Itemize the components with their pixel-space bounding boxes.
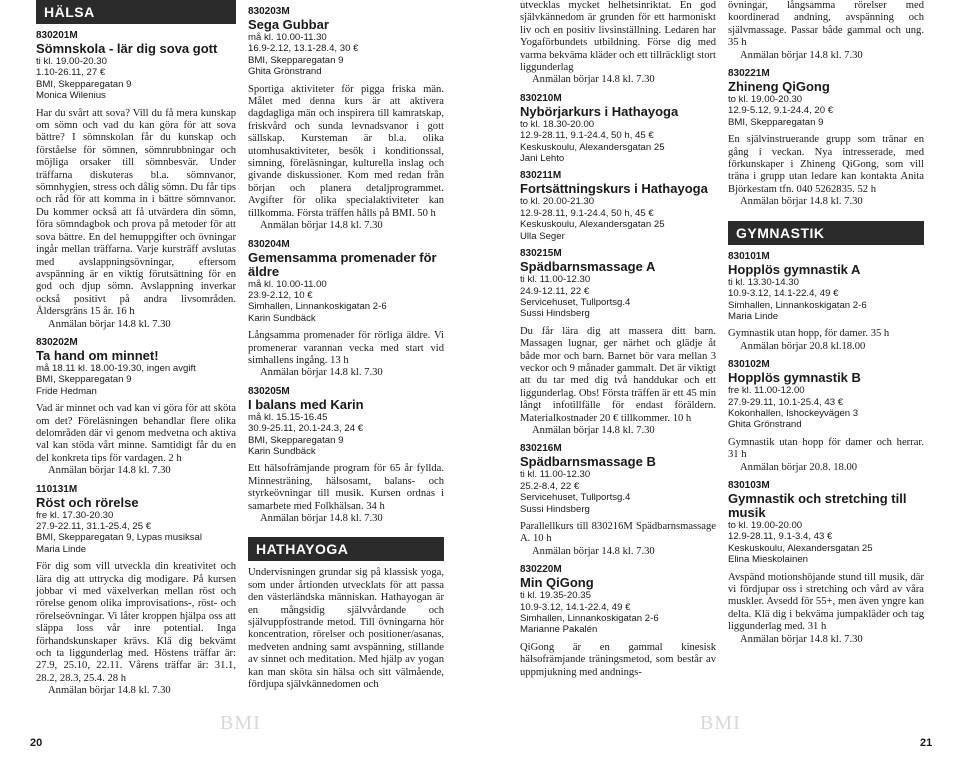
course-block — [520, 248, 716, 437]
course-description: Vad är minnet och vad kan vi göra för att sköta om det? Föreläsningen behandlar flere olika delområden där vi genom medvetna och aktiva val kan stöda vårt minne. Samtidigt får du en del konkreta tips för vardagen. 2 h — [36, 403, 236, 464]
course-meta-line: 25.2-8.4, 22 € — [520, 480, 580, 492]
course-meta-line: Servicehuset, Tullportsg.4 — [520, 492, 631, 504]
course-meta-line: 23.9-2.12, 10 € — [248, 289, 313, 301]
course-title: Spädbarnsmassage A — [520, 259, 656, 275]
section-header-hathayoga: HATHAYOGA — [248, 537, 444, 561]
course-code: 110131M — [36, 483, 78, 495]
course-meta-line: Elina Mieskolainen — [728, 554, 808, 566]
course-meta-line: Keskuskoulu, Alexandersgatan 25 — [520, 219, 665, 231]
course-block — [728, 251, 924, 353]
course-meta-line: Simhallen, Linnankoskigatan 2-6 — [520, 613, 659, 625]
registration-note: Anmälan börjar 14.8 kl. 7.30 — [532, 74, 655, 86]
course-meta-line: 12.9-28.11, 9.1-3.4, 43 € — [728, 531, 833, 543]
course-meta-line: 16.9-2.12, 13.1-28.4, 30 € — [248, 43, 359, 55]
course-meta-line: Maria Linde — [728, 310, 779, 322]
course-title: Röst och rörelse — [36, 494, 139, 510]
course-block — [248, 386, 444, 526]
course-meta-line: fre kl. 17.30-20.30 — [36, 509, 114, 521]
column-2 — [248, 0, 444, 691]
course-code: 830202M — [36, 336, 78, 348]
course-meta-line: BMI, Skepparegatan 9, Lypas musiksal — [36, 532, 203, 544]
course-block — [728, 359, 924, 474]
registration-note: Anmälan börjar 20.8 kl.18.00 — [740, 340, 866, 352]
course-meta-line: BMI, Skepparegatan 9 — [248, 54, 344, 66]
registration-note: Anmälan börjar 14.8 kl. 7.30 — [48, 685, 171, 697]
column-4 — [728, 0, 924, 646]
course-meta-line: Sussi Hindsberg — [520, 503, 590, 515]
course-description: En självinstruerande grupp som tränar en gång i veckan. Nya intresserade, med förkunskaper i Zhineng QiGong, som vill träna i grupp utan ledare kan kontakta Anita Björkestam tfn. 040 5262835. 52 h — [728, 134, 924, 195]
course-title: Sega Gubbar — [248, 17, 329, 32]
course-description: Du får lära dig att massera ditt barn. Massagen lugnar, ger närhet och glädje åt både mor och barn. Barnet bör vara mellan 3 veckor och 9 månader gammalt. Det är viktigt att du tar med dig två handdukar och ett liggunderlag. Obs! Första träffen är ett 45 min långt infotillfälle för endast föräldern. Materialkostnader 20 € tillkommer. 10 h — [520, 325, 716, 424]
course-title: Hopplös gymnastik B — [728, 370, 861, 386]
qigong-cont: övningar, långsamma rörelser med koordinerad andning, avspänning och självmassage. Passar både gammal och ung. 35 h — [728, 0, 924, 49]
page-number-right: 21 — [920, 737, 933, 749]
course-meta-line: ti kl. 13.30-14.30 — [728, 276, 799, 288]
registration-note: Anmälan börjar 14.8 kl. 7.30 — [532, 424, 655, 436]
course-meta-line: Simhallen, Linnankoskigatan 2-6 — [248, 301, 387, 313]
course-meta-line: må 18.11 kl. 18.00-19.30, ingen avgift — [36, 362, 196, 374]
course-meta-line: 27.9-22.11, 31.1-25.4, 25 € — [36, 521, 152, 532]
course-meta-line: BMI, Skepparegatan 9 — [36, 374, 132, 386]
registration-note: Anmälan börjar 14.8 kl. 7.30 — [740, 49, 863, 61]
course-block — [520, 170, 716, 242]
course-title: Zhineng QiGong — [728, 79, 830, 95]
registration-note: Anmälan börjar 14.8 kl. 7.30 — [48, 318, 171, 330]
course-meta-line: ti kl. 11.00-12.30 — [520, 274, 591, 286]
course-code: 830220M — [520, 564, 562, 576]
course-meta-line: to kl. 19.00-20.30 — [728, 94, 803, 106]
course-code: 830204M — [248, 238, 290, 250]
registration-note: Anmälan börjar 14.8 kl. 7.30 — [48, 465, 171, 477]
course-code: 830211M — [520, 170, 562, 182]
course-code: 830216M — [520, 443, 562, 455]
course-description: Parallellkurs till 830216M Spädbarnsmassage A. 10 h — [520, 521, 716, 545]
course-title: Hopplös gymnastik A — [728, 261, 861, 277]
course-description: Gymnastik utan hopp, för damer. 35 h — [728, 328, 890, 340]
course-description: Ett hälsofrämjande program för 65 år fyllda. Minnesträning, hälsosamt, balans- och styrkeövningar till musik. Kursen ordnas i samarbete med Folkhälsan. 34 h — [248, 463, 444, 512]
course-code: 830210M — [520, 92, 562, 104]
course-block — [520, 564, 716, 679]
course-block — [248, 239, 444, 380]
course-meta-line: fre kl. 11.00-12.00 — [728, 385, 805, 397]
course-title: Nybörjarkurs i Hathayoga — [520, 103, 679, 119]
registration-note: Anmälan börjar 14.8 kl. 7.30 — [260, 367, 383, 379]
course-meta-line: Monica Wilenius — [36, 90, 106, 102]
course-meta-line: BMI, Skepparegatan 9 — [248, 434, 344, 446]
course-meta-line: 12.9-28.11, 9.1-24.4, 50 h, 45 € — [520, 130, 654, 142]
course-meta-line: Marianne Pakalén — [520, 624, 598, 636]
course-meta-line: Jani Lehto — [520, 153, 565, 165]
bmi-logo: BMI — [700, 712, 741, 734]
course-meta-line: to kl. 18.30-20.00 — [520, 118, 595, 130]
hathayoga-intro-cont: utvecklas mycket helhetsinriktat. En god självkännedom är grunden för ett harmoniskt liv och en positiv livsinställning. Ledaren har Yogaförbundets utbildning. Förse dig med varma bekväma kläder och ett tillräckligt stort liggunderlag — [520, 0, 716, 74]
course-meta-line: to kl. 19.00-20.00 — [728, 519, 803, 531]
course-code: 830102M — [728, 359, 770, 371]
course-meta-line: Sussi Hindsberg — [520, 308, 590, 320]
section-header-halsa: HÄLSA — [36, 0, 236, 24]
course-description: Avspänd motionshöjande stund till musik, där vi fördjupar oss i stretching och vård av våra muskler. Avsedd för 55+, men även yngre kan delta. Klä dig i bekväma jumpakläder och tag liggunderlag med. 31 h — [728, 571, 924, 633]
page-number-left: 20 — [30, 737, 43, 749]
course-meta-line: 24.9-12.11, 22 € — [520, 285, 590, 297]
course-meta-line: BMI, Skepparegatan 9 — [728, 116, 824, 128]
course-meta-line: 27.9-29.11, 10.1-25.4, 43 € — [728, 396, 844, 408]
course-description: QiGong är en gammal kinesisk hälsofrämjande träningsmetod, som består av uppmjukning med andnings- — [520, 641, 716, 678]
registration-note: Anmälan börjar 14.8 kl. 7.30 — [532, 545, 655, 557]
course-meta-line: 30.9-25.11, 20.1-24.3, 24 € — [248, 423, 364, 435]
course-code: 830101M — [728, 250, 770, 262]
course-meta-line: Servicehuset, Tullportsg.4 — [520, 296, 631, 308]
course-code: 830201M — [36, 30, 78, 41]
course-meta-line: Karin Sundbäck — [248, 445, 316, 457]
course-title: Gemensamma promenader för äldre — [248, 249, 437, 279]
course-meta-line: må kl. 10.00-11.30 — [248, 32, 327, 43]
registration-note: Anmälan börjar 20.8. 18.00 — [740, 461, 858, 473]
section-header-gymnastik: GYMNASTIK — [728, 221, 924, 245]
course-code: 830205M — [248, 385, 290, 397]
registration-note: Anmälan börjar 14.8 kl. 7.30 — [740, 196, 863, 208]
course-code: 830221M — [728, 68, 770, 80]
course-block — [520, 443, 716, 558]
course-meta-line: må kl. 10.00-11.00 — [248, 278, 327, 290]
course-block — [248, 6, 444, 233]
course-meta-line: Maria Linde — [36, 543, 87, 555]
course-block — [36, 30, 236, 331]
course-block — [36, 337, 236, 478]
course-list — [248, 6, 444, 525]
course-meta-line: Ghita Grönstrand — [248, 66, 322, 78]
course-description: Sportiga aktiviteter för pigga friska män. Målet med denna kurs är att aktivera dagdagliga män och inspirera till kamratskap, friskvård och sunda levnadsvanor i gott sällskap. Kursteman är bl.a. olika utomhusaktiviteter, besök i konditionssal, simning, föreläsningar, kulturella inslag och givande diskussioner. Kom med redan från början och planera detaljprogrammet. Avgifter för olika specialaktiviteter kan tillkomma. Första träffen hålls på BMI. 50 h — [248, 83, 444, 219]
course-block — [728, 68, 924, 209]
course-meta-line: BMI, Skepparegatan 9 — [36, 78, 132, 90]
column-1 — [36, 0, 236, 698]
course-description: För dig som vill utveckla din kreativitet och lära dig att uttrycka dig modigare. På kursen jobbar vi med växelverkan mellan röst och rörelse genom olika improvisations-, röst- och rörelseövningar. Vi låter kroppen hjälpa oss att släppa loss vår inre potential. Inga förhandskunskaper krävs. Klä dig bekvämt och ta liggunderlag med. Höstens träffar är: 27.9, 25.10, 22.11. Vårens träffar är: 31.1, 28.2, 28.3, 25.4. 28 h — [36, 561, 236, 684]
course-title: Min QiGong — [520, 575, 594, 591]
course-list — [36, 30, 236, 698]
course-meta-line: Keskuskoulu, Alexandersgatan 25 — [728, 542, 873, 554]
course-meta-line: Keskuskoulu, Alexandersgatan 25 — [520, 141, 665, 153]
course-meta-line: to kl. 20.00-21.30 — [520, 196, 595, 208]
course-meta-line: Ghita Grönstrand — [728, 419, 802, 431]
course-meta-line: ti kl. 11.00-12.30 — [520, 469, 591, 481]
course-list — [520, 93, 716, 679]
course-meta-line: 12.9-28.11, 9.1-24.4, 50 h, 45 € — [520, 207, 654, 219]
course-meta-line: Kokonhallen, Ishockeyvägen 3 — [728, 407, 859, 419]
registration-note: Anmälan börjar 14.8 kl. 7.30 — [260, 220, 383, 232]
course-block — [520, 93, 716, 165]
course-description: Långsamma promenader för rörliga äldre. Vi promenerar varannan vecka med start vid simhallens ingång. 13 h — [248, 330, 444, 366]
course-title: Sömnskola - lär dig sova gott — [36, 41, 218, 56]
column-3 — [520, 0, 716, 679]
course-meta-line: ti kl. 19.00-20.30 — [36, 56, 107, 67]
course-meta-line: må kl. 15.15-16.45 — [248, 411, 328, 423]
course-title: Ta hand om minnet! — [36, 347, 159, 363]
course-meta-line: Simhallen, Linnankoskigatan 2-6 — [728, 299, 867, 311]
course-title: Spädbarnsmassage B — [520, 454, 656, 470]
course-list — [728, 251, 924, 646]
course-description: Gymnastik utan hopp för damer och herrar. 31 h — [728, 436, 924, 461]
course-list — [728, 68, 924, 209]
registration-note: Anmälan börjar 14.8 kl. 7.30 — [740, 633, 863, 645]
course-meta-line: 12.9-5.12, 9.1-24.4, 20 € — [728, 105, 834, 117]
course-meta-line: ti kl. 19.35-20.35 — [520, 590, 591, 602]
course-meta-line: 1.10-26.11, 27 € — [36, 67, 106, 79]
hathayoga-intro: Undervisningen grundar sig på klassisk yoga, som under årtionden utvecklats för att passa den västerländska människan. Hathayogan är en mångsidig självvårdande och självuppfostrande metod. Till övningarna hör koncentration, rörelser och positioner/asanas, medveten andning samt avspänning, stillande av sinnet och meditation. Med hjälp av yogan kan man sköta sin hälsa och sitt välmående, fördjupa självkännedomen och — [248, 567, 444, 691]
course-meta-line: Ulla Seger — [520, 230, 565, 242]
course-block — [728, 480, 924, 646]
course-code: 830203M — [248, 6, 290, 17]
course-code: 830103M — [728, 479, 770, 491]
course-meta-line: 10.9-3.12, 14.1-22.4, 49 € — [728, 288, 839, 300]
course-block — [36, 484, 236, 698]
course-title: Fortsättningskurs i Hathayoga — [520, 181, 708, 197]
course-code: 830215M — [520, 248, 562, 260]
course-meta-line: Fride Hedman — [36, 385, 97, 397]
registration-note: Anmälan börjar 14.8 kl. 7.30 — [260, 513, 383, 524]
course-description: Har du svårt att sova? Vill du få mera kunskap om sömn och vad du kan göra för att sova bättre? I sömnskolan får du kunskap och förståelse för sömnen, sömnrubbningar och möjliga orsaker till sömnbesvär. Under träffarna diskuteras bl.a. sömnvanor, sömnhygien, stress och dålig sömn. Du får tips och råd för att komma in i bättre sömnvanor. Du kommer också att få utvärdera din sömn, föra sömndagbok och prova på metoder för att sova bättre. En del hemuppgifter och övningar ingår mellan träffarna. Varje kursträff avslutas med avslappningsövningar, eftersom avspänning är en viktig förutsättning för en god och djup sömn. Avslappning inverkar också positivt på andra livsområden. Åldersgräns 15 år. 16 h — [36, 107, 236, 318]
course-title: Gymnastik och stretching till musik — [728, 490, 907, 520]
course-meta-line: 10.9-3.12, 14.1-22.4, 49 € — [520, 601, 631, 613]
bmi-logo: BMI — [220, 712, 261, 734]
course-meta-line: Karin Sundbäck — [248, 312, 316, 324]
course-title: I balans med Karin — [248, 396, 364, 412]
